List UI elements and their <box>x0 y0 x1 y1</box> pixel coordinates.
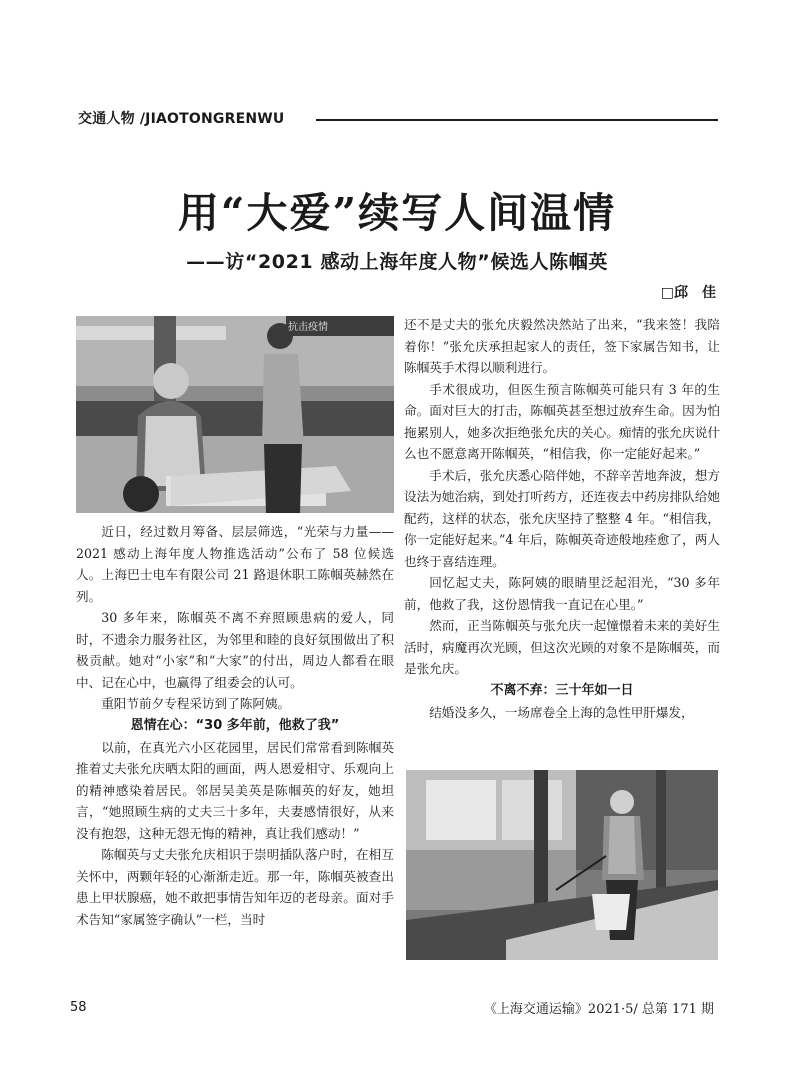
paragraph: 手术后，张允庆悉心陪伴她，不辞辛苦地奔波，想方设法为她治病，到处打听药方，还连夜去中药房排队给她配药，这样的状态，张允庆坚持了整整 4 年。“相信我，你一定能好起来。”4 年后，陈帼英奇迹般地痊愈了，两人也终于喜结连理。 <box>404 467 720 569</box>
photo-volunteer-station <box>76 316 394 513</box>
paragraph: 回忆起丈夫，陈阿姨的眼睛里泛起泪光，“30 多年前，他救了我，这份恩情我一直记在心里。” <box>404 575 720 612</box>
article-title: 用“大爱”续写人间温情 <box>177 189 617 237</box>
paragraph: 30 多年来，陈帼英不离不弃照顾患病的爱人，同时，不遗余力服务社区，为邻里和睦的良好氛围做出了积极贡献。她对“小家”和“大家”的付出，周边人都看在眼中、记在心中，也赢得了组委会的认可。 <box>76 610 394 690</box>
photo-banner-text: 抗击疫情 <box>288 322 328 333</box>
paragraph: 近日，经过数月筹备、层层筛选，“光荣与力量——2021 感动上海年度人物推选活动”公布了 58 位候选人。上海巴士电车有限公司 21 路退休职工陈帼英赫然在列。 <box>76 524 394 604</box>
journal-citation: 《上海交通运输》2021·5/ 总第 171 期 <box>483 1002 714 1017</box>
article-author: □邱 佳 <box>660 285 716 301</box>
left-column <box>76 521 394 930</box>
article-subtitle: ——访“2021 感动上海年度人物”候选人陈帼英 <box>186 251 608 273</box>
paragraph: 手术很成功，但医生预言陈帼英可能只有 3 年的生命。面对巨大的打击，陈帼英甚至想过放弃生命。因为怕拖累别人，她多次拒绝张允庆的关心。痴情的张允庆说什么也不愿意离开陈帼英，“相信我，你一定能好起来。” <box>404 381 720 461</box>
paragraph: 然而，正当陈帼英与张允庆一起憧憬着未来的美好生活时，病魔再次光顾，但这次光顾的对象不是陈帼英，而是张允庆。 <box>404 618 720 676</box>
paragraph: 重阳节前夕专程采访到了陈阿姨。 <box>101 696 291 711</box>
photo-street-walk <box>406 770 718 960</box>
photo-street-walk-image <box>406 770 718 960</box>
section-heading: 恩情在心：“30 多年前，他救了我” <box>130 717 340 733</box>
page-number: 58 <box>70 1000 87 1015</box>
right-column <box>404 314 720 723</box>
header-rule <box>316 119 718 121</box>
paragraph: 结婚没多久，一场席卷全上海的急性甲肝爆发， <box>429 704 694 720</box>
paragraph: 陈帼英与丈夫张允庆相识于崇明插队落户时，在相互关怀中，两颗年轻的心渐渐走近。那一年，陈帼英被查出患上甲状腺癌，她不敢把事情告知年迈的老母亲。面对手术告知“家属签字确认”一栏，当时 <box>76 847 394 927</box>
photo-volunteer-station-image <box>76 316 394 513</box>
section-heading: 不离不弃：三十年如一日 <box>490 682 634 698</box>
section-label: 交通人物 /JIAOTONGRENWU <box>78 111 285 127</box>
paragraph: 以前，在真光六小区花园里，居民们常常看到陈帼英推着丈夫张允庆晒太阳的画面，两人恩爱相守、乐观向上的精神感染着居民。邻居吴美英是陈帼英的好友，她坦言，“她照顾生病的丈夫三十多年，夫妻感情很好，从来没有抱怨，这种无怨无悔的精神，真让我们感动！” <box>76 739 394 841</box>
paragraph: 还不是丈夫的张允庆毅然决然站了出来，“我来签！我陪着你！”张允庆承担起家人的责任，签下家属告知书，让陈帼英手术得以顺利进行。 <box>404 317 720 375</box>
